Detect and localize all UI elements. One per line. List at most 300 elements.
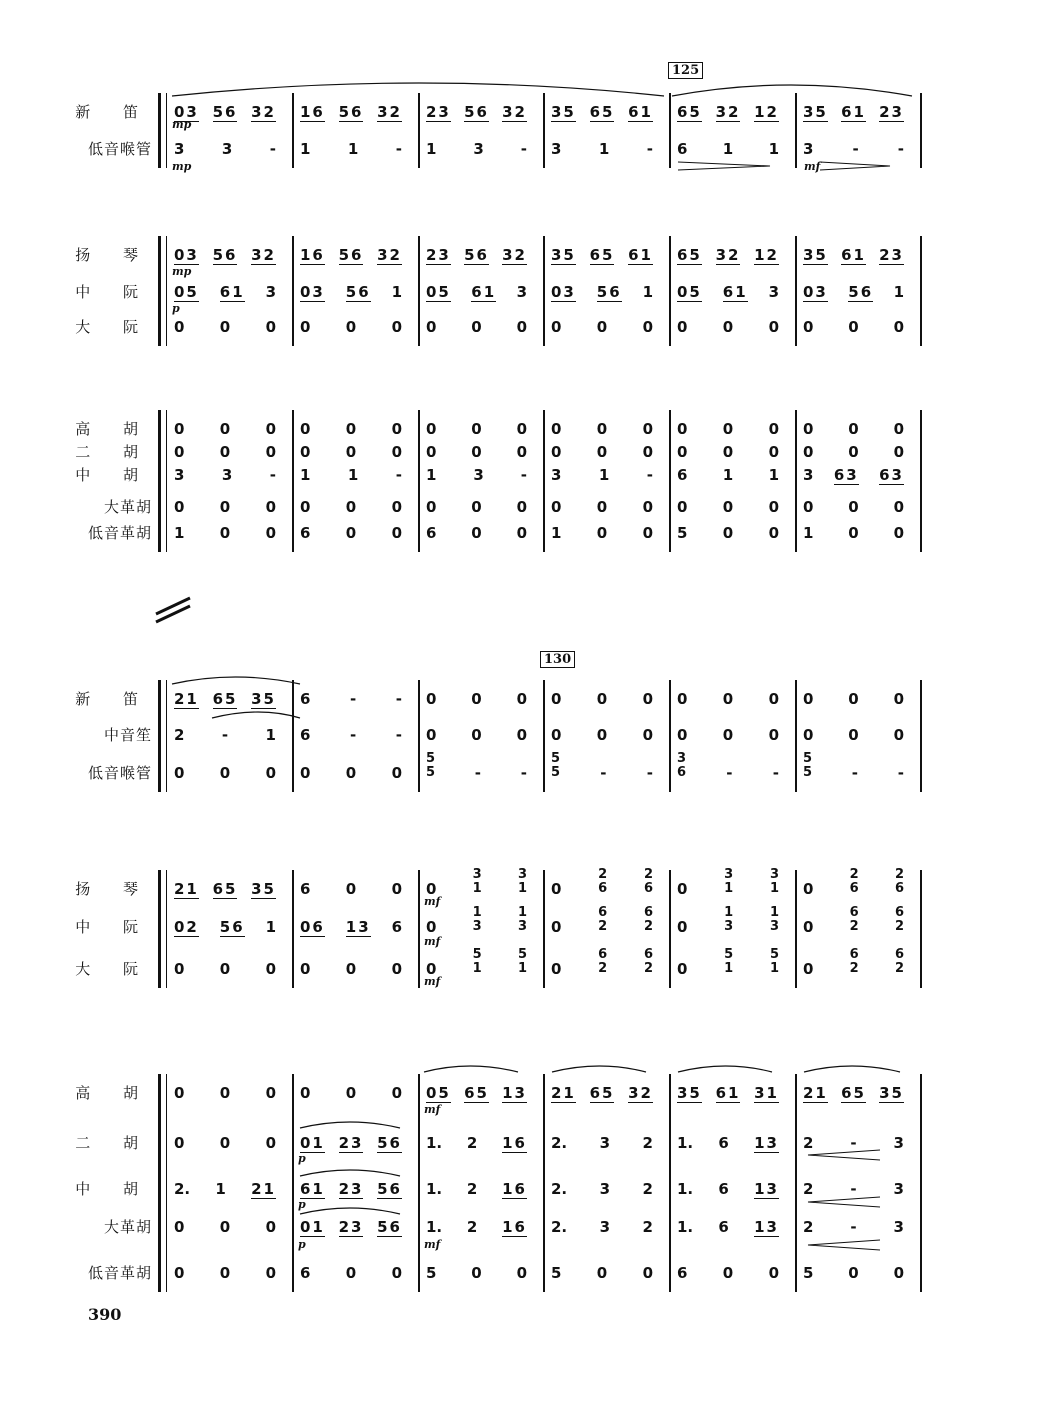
note-group: 1 — [803, 524, 814, 542]
measure-cell — [174, 918, 276, 937]
note-group: 32 — [251, 103, 276, 121]
barline — [292, 236, 294, 346]
note-group: 0 — [551, 918, 562, 936]
note-group: 0 — [516, 420, 527, 438]
note-group: 0 — [677, 690, 688, 708]
note-group: 0 — [677, 726, 688, 744]
note-group: 0 — [848, 690, 859, 708]
note-group: 0 — [893, 690, 904, 708]
note-group: 65 — [589, 1084, 615, 1102]
note-group: 12 — [754, 246, 779, 264]
measure-cell — [551, 524, 653, 542]
measure-cell — [551, 318, 653, 336]
note-group: 0 — [768, 690, 779, 708]
barline — [292, 870, 294, 988]
note-group: 0 — [174, 318, 185, 336]
measure-cell — [551, 140, 653, 158]
measure-cell — [300, 918, 402, 937]
measure-cell — [803, 1218, 904, 1236]
note-group: 1 — [347, 140, 359, 158]
note-group: 0 — [300, 764, 311, 782]
measure-cell — [174, 690, 276, 709]
note-group: 0 — [642, 1264, 653, 1282]
barline — [418, 1074, 420, 1292]
measure-cell — [803, 1180, 904, 1198]
note-group: 1 — [598, 466, 610, 484]
note-group: 23 — [426, 103, 451, 121]
measure-cell — [677, 420, 779, 438]
note-group: 1 — [215, 1180, 226, 1198]
note-group: - — [772, 764, 779, 782]
note-group: 61 — [841, 246, 866, 264]
measure-cell — [426, 867, 527, 898]
note-group: 1. — [426, 1134, 443, 1152]
measure-cell — [677, 751, 779, 782]
note-group: 3 — [893, 1218, 904, 1236]
note-group: 0 — [848, 726, 859, 744]
note-group: - — [395, 690, 402, 708]
note-group: 0 — [596, 498, 608, 516]
note-group: 0 — [265, 1084, 276, 1102]
barline — [920, 236, 922, 346]
barline — [418, 236, 420, 346]
note-group: 23 — [338, 1134, 364, 1152]
note-group: 1. — [677, 1134, 694, 1152]
note-group: - — [646, 466, 653, 484]
note-group: 65 — [589, 246, 615, 264]
measure-cell — [803, 1134, 904, 1152]
barline — [292, 680, 294, 792]
barline — [795, 410, 797, 552]
note-group: 16 — [300, 103, 325, 121]
measure-cell — [300, 283, 402, 302]
note-group: 65 — [212, 690, 238, 708]
note-group: 5 5 — [426, 751, 436, 780]
note-group: 0 — [551, 498, 562, 516]
note-group: 31 — [754, 1084, 779, 1102]
measure-cell — [551, 1134, 653, 1152]
measure-cell — [174, 524, 276, 542]
measure-cell — [174, 960, 276, 978]
note-group: 0 — [848, 498, 859, 516]
instrument-name: 中 阮 — [75, 918, 152, 936]
note-group: - — [520, 466, 527, 484]
measure-cell — [677, 1134, 779, 1153]
barline — [920, 680, 922, 792]
note-group: 0 — [893, 318, 904, 336]
barline — [543, 236, 545, 346]
note-group: 0 — [300, 1084, 311, 1102]
note-group: 32 — [377, 103, 402, 121]
note-group: 0 — [803, 960, 814, 978]
measure-cell — [174, 1264, 276, 1282]
barline — [543, 93, 545, 168]
note-group: 0 — [426, 918, 437, 936]
note-group: 0 — [391, 764, 402, 782]
note-group: 0 — [391, 443, 402, 461]
note-group: 0 — [345, 880, 357, 898]
note-group: 5 1 — [472, 947, 482, 976]
measure-cell — [426, 1180, 527, 1199]
note-group: 3 — [265, 283, 276, 301]
measure-cell — [174, 880, 276, 899]
note-group: 0 — [551, 318, 562, 336]
note-group: 32 — [251, 246, 276, 264]
measure-cell — [677, 443, 779, 461]
note-group: - — [349, 726, 357, 744]
note-group: 6 — [426, 524, 437, 542]
note-group: 65 — [212, 880, 238, 898]
measure-cell — [677, 726, 779, 744]
note-group: 6 2 — [849, 905, 859, 934]
note-group: 0 — [516, 1264, 527, 1282]
measure-cell — [174, 140, 276, 158]
measure-cell — [551, 420, 653, 438]
note-group: 0 — [768, 524, 779, 542]
note-group: 2 — [466, 1134, 478, 1152]
barline — [292, 93, 294, 168]
note-group: 5 — [551, 1264, 562, 1282]
note-group: 1. — [677, 1218, 694, 1236]
note-group: 1 3 — [472, 905, 482, 934]
note-group: 13 — [754, 1134, 779, 1152]
barline — [669, 410, 671, 552]
note-group: 0 — [596, 690, 608, 708]
measure-cell — [300, 524, 402, 542]
note-group: 21 — [174, 880, 199, 898]
note-group: - — [349, 690, 357, 708]
note-group: 6 — [300, 524, 311, 542]
note-group: 1 — [426, 466, 437, 484]
note-group: 0 — [426, 443, 437, 461]
note-group: 6 — [677, 140, 688, 158]
barline — [920, 93, 922, 168]
note-group: 61 — [715, 1084, 741, 1102]
note-group: 0 — [174, 1134, 185, 1152]
note-group: 12 — [754, 103, 779, 121]
note-group: 0 — [516, 498, 527, 516]
note-group: 0 — [848, 524, 859, 542]
instrument-name: 扬 琴 — [75, 880, 152, 898]
note-group: 56 — [212, 103, 238, 121]
note-group: 35 — [551, 246, 576, 264]
note-group: 3 — [599, 1218, 611, 1236]
note-group: 0 — [265, 1218, 276, 1236]
measure-cell — [426, 1084, 527, 1103]
note-group: 0 — [803, 880, 814, 898]
note-group: 35 — [551, 103, 576, 121]
note-group: 0 — [551, 960, 562, 978]
note-group: 13 — [754, 1180, 779, 1198]
note-group: 3 — [473, 140, 484, 158]
note-group: 5 5 — [803, 751, 813, 780]
note-group: 1. — [677, 1180, 694, 1198]
note-group: 35 — [803, 103, 828, 121]
instrument-name: 扬 琴 — [75, 246, 152, 264]
measure-cell — [174, 1218, 276, 1236]
note-group: 0 — [642, 726, 653, 744]
measure-cell — [677, 947, 779, 978]
barline — [795, 236, 797, 346]
note-group: 0 — [677, 498, 688, 516]
instrument-name: 中音笙 — [103, 726, 152, 744]
note-group: 16 — [502, 1180, 527, 1198]
note-group: 35 — [803, 246, 828, 264]
note-group: 0 — [803, 498, 814, 516]
note-group: 3 6 — [677, 751, 687, 780]
dynamic-mp: mp — [172, 265, 192, 278]
measure-cell — [426, 726, 527, 744]
note-group: 0 — [677, 318, 688, 336]
measure-cell — [677, 318, 779, 336]
group-bracket — [158, 410, 161, 552]
measure-cell — [551, 283, 653, 302]
measure-cell — [677, 524, 779, 542]
note-group: 0 — [265, 498, 276, 516]
note-group: 1 — [768, 140, 779, 158]
note-group: 2 6 — [894, 867, 904, 896]
note-group: 0 — [551, 420, 562, 438]
note-group: 23 — [879, 103, 904, 121]
note-group: 05 — [426, 1084, 451, 1102]
dynamic-mf: mf — [424, 1103, 441, 1116]
note-group: 05 — [174, 283, 199, 301]
barline — [543, 870, 545, 988]
note-group: - — [600, 764, 607, 782]
note-group: 3 1 — [517, 867, 527, 896]
barline — [543, 680, 545, 792]
note-group: 0 — [551, 726, 562, 744]
note-group: 0 — [391, 1264, 402, 1282]
note-group: 3 — [803, 466, 814, 484]
note-group: 0 — [893, 420, 904, 438]
note-group: 0 — [642, 690, 653, 708]
instrument-name: 高 胡 — [75, 1084, 152, 1102]
note-group: 32 — [502, 246, 527, 264]
note-group: 1 — [265, 918, 276, 936]
note-group: 3 — [893, 1134, 904, 1152]
note-group: 3 — [551, 466, 562, 484]
note-group: 0 — [471, 1264, 482, 1282]
note-group: 65 — [677, 246, 702, 264]
note-group: 05 — [677, 283, 702, 301]
note-group: 63 — [879, 466, 904, 484]
barline — [418, 93, 420, 168]
note-group: 23 — [338, 1180, 364, 1198]
rehearsal-mark-125: 125 — [668, 62, 703, 79]
note-group: 0 — [803, 690, 814, 708]
note-group: 1 — [265, 726, 276, 744]
note-group: 0 — [848, 318, 859, 336]
measure-cell — [803, 947, 904, 978]
measure-cell — [803, 690, 904, 708]
note-group: 01 — [300, 1218, 325, 1236]
note-group: 0 — [174, 1218, 185, 1236]
note-group: 2 — [803, 1134, 814, 1152]
measure-cell — [803, 318, 904, 336]
note-group: 0 — [471, 690, 482, 708]
note-group: 0 — [677, 918, 688, 936]
measure-cell — [803, 905, 904, 936]
note-group: 03 — [174, 246, 199, 264]
note-group: 0 — [219, 1218, 231, 1236]
note-group: 1 — [893, 283, 904, 301]
group-bracket — [158, 93, 161, 168]
note-group: 0 — [426, 690, 437, 708]
dynamic-p: p — [172, 302, 180, 315]
note-group: 0 — [596, 420, 608, 438]
note-group: 2 — [466, 1180, 478, 1198]
note-group: 61 — [841, 103, 866, 121]
note-group: 3 — [473, 466, 484, 484]
note-group: 0 — [642, 420, 653, 438]
measure-cell — [551, 443, 653, 461]
measure-cell — [677, 466, 779, 484]
measure-cell — [551, 103, 653, 122]
note-group: 0 — [300, 420, 311, 438]
note-group: 0 — [426, 960, 437, 978]
instrument-name: 大 阮 — [75, 960, 152, 978]
note-group: 0 — [722, 498, 734, 516]
measure-cell — [803, 726, 904, 744]
note-group: 1 — [174, 524, 185, 542]
instrument-name: 高 胡 — [75, 420, 152, 438]
note-group: 0 — [803, 918, 814, 936]
instrument-name: 中 胡 — [75, 1180, 152, 1198]
measure-cell — [677, 905, 779, 936]
note-group: 0 — [265, 1264, 276, 1282]
note-group: 1 — [300, 140, 311, 158]
note-group: 56 — [464, 103, 489, 121]
dynamic-p: p — [298, 1238, 306, 1251]
note-group: 61 — [300, 1180, 325, 1198]
note-group: 0 — [893, 1264, 904, 1282]
barline — [166, 870, 167, 988]
barline — [669, 1074, 671, 1292]
note-group: - — [395, 140, 402, 158]
measure-cell — [300, 1180, 402, 1199]
note-group: 0 — [471, 498, 482, 516]
note-group: 56 — [377, 1180, 402, 1198]
note-group: 3 — [893, 1180, 904, 1198]
note-group: - — [726, 764, 733, 782]
measure-cell — [551, 1084, 653, 1103]
measure-cell — [677, 690, 779, 708]
note-group: 0 — [722, 690, 734, 708]
group-bracket — [158, 236, 161, 346]
measure-cell — [551, 690, 653, 708]
measure-cell — [551, 867, 653, 898]
note-group: 3 — [768, 283, 779, 301]
note-group: 5 — [803, 1264, 814, 1282]
note-group: 6 — [300, 690, 311, 708]
note-group: 0 — [516, 524, 527, 542]
note-group: 0 — [596, 1264, 608, 1282]
barline — [166, 93, 167, 168]
note-group: 0 — [345, 1264, 357, 1282]
note-group: 5 5 — [551, 751, 561, 780]
measure-cell — [300, 1264, 402, 1282]
note-group: 0 — [768, 420, 779, 438]
note-group: 0 — [893, 726, 904, 744]
group-bracket — [158, 870, 161, 988]
note-group: 3 — [174, 140, 185, 158]
note-group: 0 — [471, 318, 482, 336]
note-group: 21 — [174, 690, 199, 708]
barline — [795, 870, 797, 988]
measure-cell — [426, 103, 527, 122]
note-group: 0 — [722, 318, 734, 336]
barline — [795, 93, 797, 168]
note-group: - — [269, 466, 276, 484]
note-group: 0 — [300, 498, 311, 516]
note-group: 0 — [677, 420, 688, 438]
note-group: 2 6 — [849, 867, 859, 896]
note-group: - — [897, 764, 904, 782]
note-group: 0 — [893, 524, 904, 542]
measure-cell — [551, 498, 653, 516]
barline — [418, 410, 420, 552]
note-group: 56 — [212, 246, 238, 264]
note-group: 0 — [300, 443, 311, 461]
barline — [669, 870, 671, 988]
note-group: 1 — [598, 140, 610, 158]
note-group: 0 — [391, 524, 402, 542]
note-group: - — [520, 140, 527, 158]
note-group: 03 — [300, 283, 325, 301]
note-group: 2 — [642, 1134, 653, 1152]
note-group: 65 — [677, 103, 702, 121]
note-group: 0 — [300, 318, 311, 336]
note-group: 32 — [715, 246, 741, 264]
note-group: - — [850, 1134, 857, 1152]
note-group: 0 — [642, 498, 653, 516]
note-group: 1 — [642, 283, 653, 301]
barline — [795, 1074, 797, 1292]
note-group: 0 — [551, 880, 562, 898]
note-group: 3 — [551, 140, 562, 158]
note-group: 0 — [345, 443, 357, 461]
barline — [920, 1074, 922, 1292]
measure-cell — [300, 466, 402, 484]
note-group: 2 6 — [643, 867, 653, 896]
barline — [418, 680, 420, 792]
note-group: - — [395, 466, 402, 484]
barline — [418, 870, 420, 988]
note-group: - — [269, 140, 276, 158]
note-group: 0 — [516, 726, 527, 744]
measure-cell — [174, 726, 276, 744]
note-group: 21 — [803, 1084, 828, 1102]
measure-cell — [551, 1218, 653, 1236]
measure-cell — [174, 1134, 276, 1152]
note-group: 0 — [642, 318, 653, 336]
instrument-name: 二 胡 — [75, 443, 152, 461]
note-group: 61 — [628, 246, 653, 264]
note-group: 21 — [551, 1084, 576, 1102]
note-group: 0 — [768, 498, 779, 516]
note-group: 56 — [338, 103, 364, 121]
note-group: 56 — [464, 246, 489, 264]
dynamic-mf: mf — [424, 975, 441, 988]
group-bracket — [158, 680, 161, 792]
barline — [795, 680, 797, 792]
note-group: 0 — [345, 960, 357, 978]
page-number: 390 — [88, 1305, 122, 1324]
measure-cell — [677, 246, 779, 265]
note-group: 16 — [300, 246, 325, 264]
instrument-name: 二 胡 — [75, 1134, 152, 1152]
